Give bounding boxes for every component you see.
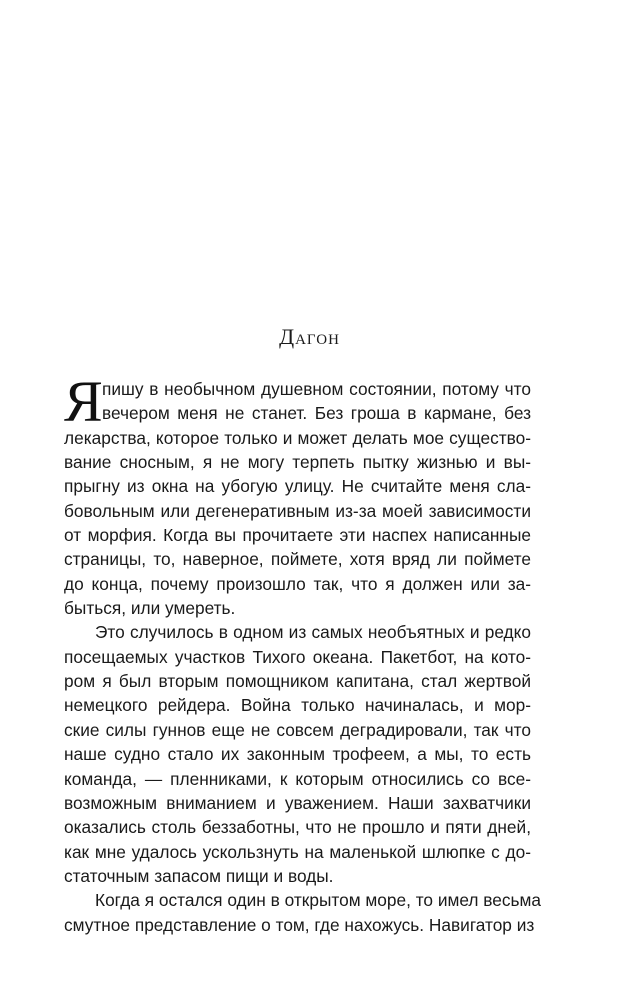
text-line: посещаемых участков Тихого океана. Пакетбот, на кото- [64, 646, 531, 667]
text-line: вание сносным, я не могу терпеть пытку жизнью и вы- [64, 452, 531, 473]
text-line: наше судно стало их законным трофеем, а мы, то есть [64, 744, 531, 765]
text-line: бовольным или дегенеративным из-за моей зависимости [64, 500, 531, 521]
text-line: ские силы гуннов еще не совсем деградировали, так что [64, 719, 531, 740]
body-text [64, 369, 542, 937]
drop-cap: Я [64, 369, 103, 434]
text-line: пишу в необычном душевном состоянии, потому что [102, 379, 531, 399]
text-line: от морфия. Когда вы прочитаете эти наспех написанные [64, 525, 531, 546]
paragraph-1 [64, 369, 531, 620]
text-line: оказались столь беззаботны, что не прошло и пяти дней, [64, 817, 531, 838]
text-line: Когда я остался один в открытом море, то имел весьма [95, 890, 542, 911]
text-line: вечером меня не станет. Без гроша в кармане, без [102, 403, 531, 424]
paragraph-2 [64, 620, 531, 888]
text-line: возможным вниманием и уважением. Наши захватчики [64, 792, 531, 813]
text-line: лекарства, которое только и может делать мое существо- [64, 427, 531, 448]
text-line: смутное представление о том, где нахожусь. Навигатор из [64, 914, 535, 935]
paragraph-3 [64, 888, 542, 937]
text-line: ром я был вторым помощником капитана, стал жертвой [64, 671, 531, 692]
text-line: Это случилось в одном из самых необъятных и редко [95, 622, 531, 643]
text-line: быться, или умереть. [64, 598, 236, 619]
text-line: до конца, почему произошло так, что я должен или за- [64, 573, 531, 594]
chapter-title: Дагон [279, 324, 340, 349]
text-line: прыгну из окна на убогую улицу. Не считайте меня сла- [64, 476, 531, 497]
text-line: как мне удалось ускользнуть на маленькой шлюпке с до- [64, 841, 531, 862]
text-line: страницы, то, наверное, поймете, хотя вряд ли поймете [64, 549, 531, 570]
text-line: немецкого рейдера. Война только начиналась, и мор- [64, 695, 531, 716]
text-line: команда, — пленниками, к которым относились со все- [64, 768, 531, 789]
text-line: статочным запасом пищи и воды. [64, 865, 334, 886]
